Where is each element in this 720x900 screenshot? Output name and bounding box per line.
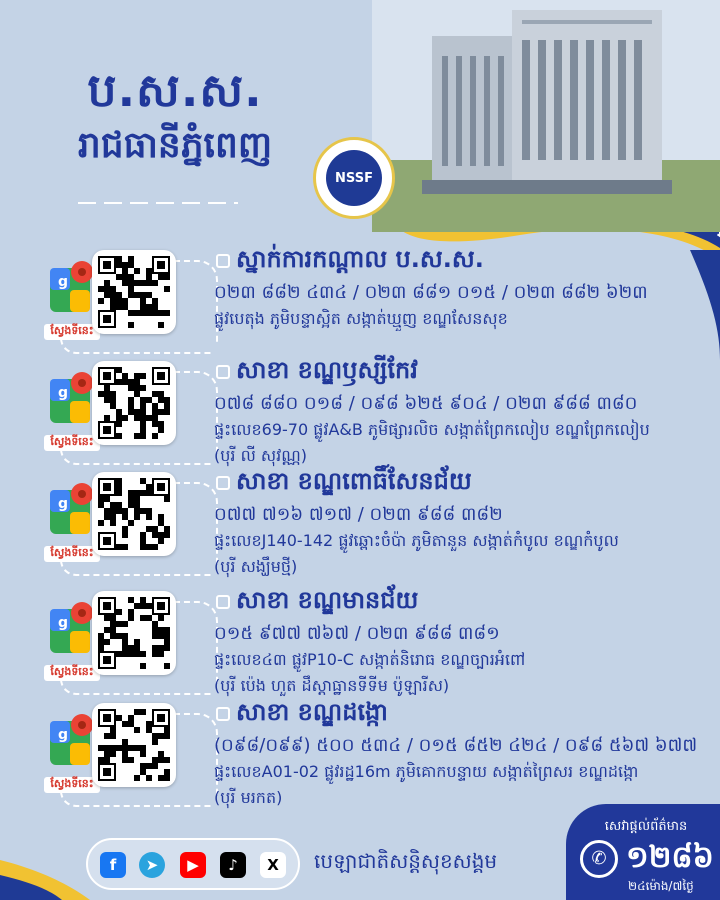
find-here-label[interactable]: ស្វែងទីនេះ — [44, 324, 100, 340]
building-photo — [372, 0, 720, 232]
branch-phone: (០៩៨/០៩៩) ៥០០ ៥៣៤ / ០១៥ ៨៥២ ៤២៤ / ០៩៨ ៥៦៧ ៦៧៧ — [214, 735, 698, 756]
qr-code-card[interactable] — [92, 361, 176, 445]
qr-code-card[interactable] — [92, 591, 176, 675]
google-maps-icon[interactable] — [46, 258, 98, 318]
branch-address: ផ្ទះលេខ៤៣ ផ្លូវP10-C សង្កាត់និរោធ ខណ្ឌច្បារអំពៅ — [214, 650, 526, 669]
branch-address: ផ្លូវបេតុង ភូមិបន្ទាស្អិត សង្កាត់ឃ្មួញ ខណ្ឌសែនសុខ — [214, 309, 508, 328]
find-here-label[interactable]: ស្វែងទីនេះ — [44, 665, 100, 681]
checkbox-icon — [216, 707, 230, 721]
branch-landmark: (បុរី សង្ឃឹមថ្មី) — [214, 557, 298, 576]
qr-code — [98, 709, 170, 781]
dashed-connector — [174, 371, 218, 453]
branch-title: សាខា ខណ្ឌមានជ័យ — [236, 586, 419, 614]
tiktok-icon[interactable]: ♪ — [220, 852, 246, 878]
social-bar — [86, 838, 300, 890]
branch-landmark: (បុរី ប៉េង ហួត ដឹស្តាធ្ឋានទីទីម ប៉ូឡារីស) — [214, 676, 450, 695]
branch-title: ស្នាក់ការកណ្តាល ប.ស.ស. — [236, 245, 484, 273]
qr-code — [98, 597, 170, 669]
branch-address: ផ្ទះលេខA01-02 ផ្លូវរដ្ឋ16m ភូមិគោកបន្ទាយ សង្កាត់ព្រៃសរ ខណ្ឌដង្កោ — [214, 762, 639, 781]
branch-entry — [0, 466, 720, 576]
branch-phone: ០១៥ ៩៧៧ ៧៦៧ / ០២៣ ៩៨៨ ៣៨១ — [214, 623, 500, 644]
dashed-connector — [174, 482, 218, 564]
branch-title: សាខា ខណ្ឌឫស្សីកែវ — [236, 356, 418, 384]
platform-name: បេឡាជាតិសន្តិសុខសង្គម — [314, 849, 498, 873]
dashed-connector — [174, 601, 218, 683]
dashed-connector — [174, 713, 218, 795]
qr-code — [98, 256, 170, 328]
svg-text:g: g — [58, 615, 69, 631]
checkbox-icon — [216, 365, 230, 379]
checkbox-icon — [216, 254, 230, 268]
svg-text:g: g — [58, 496, 69, 512]
branch-landmark: (បុរី មរកត) — [214, 788, 283, 807]
phone-icon: ✆ — [580, 840, 618, 878]
branch-phone: ០២៣ ៨៨២ ៤៣៤ / ០២៣ ៨៨១ ០១៥ / ០២៣ ៨៨២ ៦២៣ — [214, 282, 648, 303]
telegram-icon[interactable]: ➤ — [139, 852, 165, 878]
qr-code — [98, 367, 170, 439]
nssf-logo: NSSF — [313, 137, 395, 219]
dashed-connector — [174, 260, 218, 342]
x-icon[interactable]: X — [260, 852, 286, 878]
hotline-badge[interactable] — [566, 804, 720, 900]
qr-code-card[interactable] — [92, 703, 176, 787]
hotline-hours: ២៤ម៉ោង/៧ថ្ងៃ — [628, 879, 694, 893]
facebook-icon[interactable]: f — [100, 852, 126, 878]
find-here-label[interactable]: ស្វែងទីនេះ — [44, 435, 100, 451]
checkbox-icon — [216, 595, 230, 609]
branch-landmark: (បុរី លី សុវណ្ណ) — [214, 446, 307, 465]
svg-text:g: g — [58, 385, 69, 401]
svg-text:g: g — [58, 274, 69, 290]
google-maps-icon[interactable] — [46, 480, 98, 540]
branch-phone: ០៧៧ ៧១៦ ៧១៧ / ០២៣ ៩៨៨ ៣៨២ — [214, 504, 503, 525]
checkbox-icon — [216, 476, 230, 490]
title-divider — [78, 202, 238, 204]
branch-title: សាខា ខណ្ឌពោធិ៍សែនជ័យ — [236, 467, 472, 495]
page-subtitle: រាជធានីភ្នំពេញ — [77, 125, 273, 166]
qr-code — [98, 478, 170, 550]
branch-address: ផ្ទះលេខJ140-142 ផ្លូវឆ្ពោះចំប៉ា ភូមិតានួន សង្កាត់កំបូល ខណ្ឌកំបូល — [214, 531, 619, 550]
google-maps-icon[interactable] — [46, 369, 98, 429]
find-here-label[interactable]: ស្វែងទីនេះ — [44, 777, 100, 793]
branch-phone: ០៧៨ ៨៨០ ០១៨ / ០៩៨ ៦២៥ ៩០៤ / ០២៣ ៩៨៨ ៣៨០ — [214, 393, 638, 414]
branch-entry — [0, 585, 720, 695]
svg-text:g: g — [58, 727, 69, 743]
page-title: ប.ស.ស. — [87, 63, 263, 117]
qr-code-card[interactable] — [92, 472, 176, 556]
youtube-icon[interactable]: ▶ — [180, 852, 206, 878]
branch-entry — [0, 244, 720, 354]
branch-address: ផ្ទះលេខ69-70 ផ្លូវA&B ភូមិផ្សារលិច សង្កាត់ព្រែកលៀប ខណ្ឌព្រែកលៀប — [214, 420, 650, 439]
branch-entry — [0, 355, 720, 465]
find-here-label[interactable]: ស្វែងទីនេះ — [44, 546, 100, 562]
branch-entry — [0, 697, 720, 807]
hotline-label: សេវាផ្តល់ព័ត៌មាន — [604, 819, 688, 834]
qr-code-card[interactable] — [92, 250, 176, 334]
google-maps-icon[interactable] — [46, 711, 98, 771]
google-maps-icon[interactable] — [46, 599, 98, 659]
hotline-number: ១២៨៦ — [626, 840, 714, 875]
branch-title: សាខា ខណ្ឌដង្កោ — [236, 698, 388, 726]
